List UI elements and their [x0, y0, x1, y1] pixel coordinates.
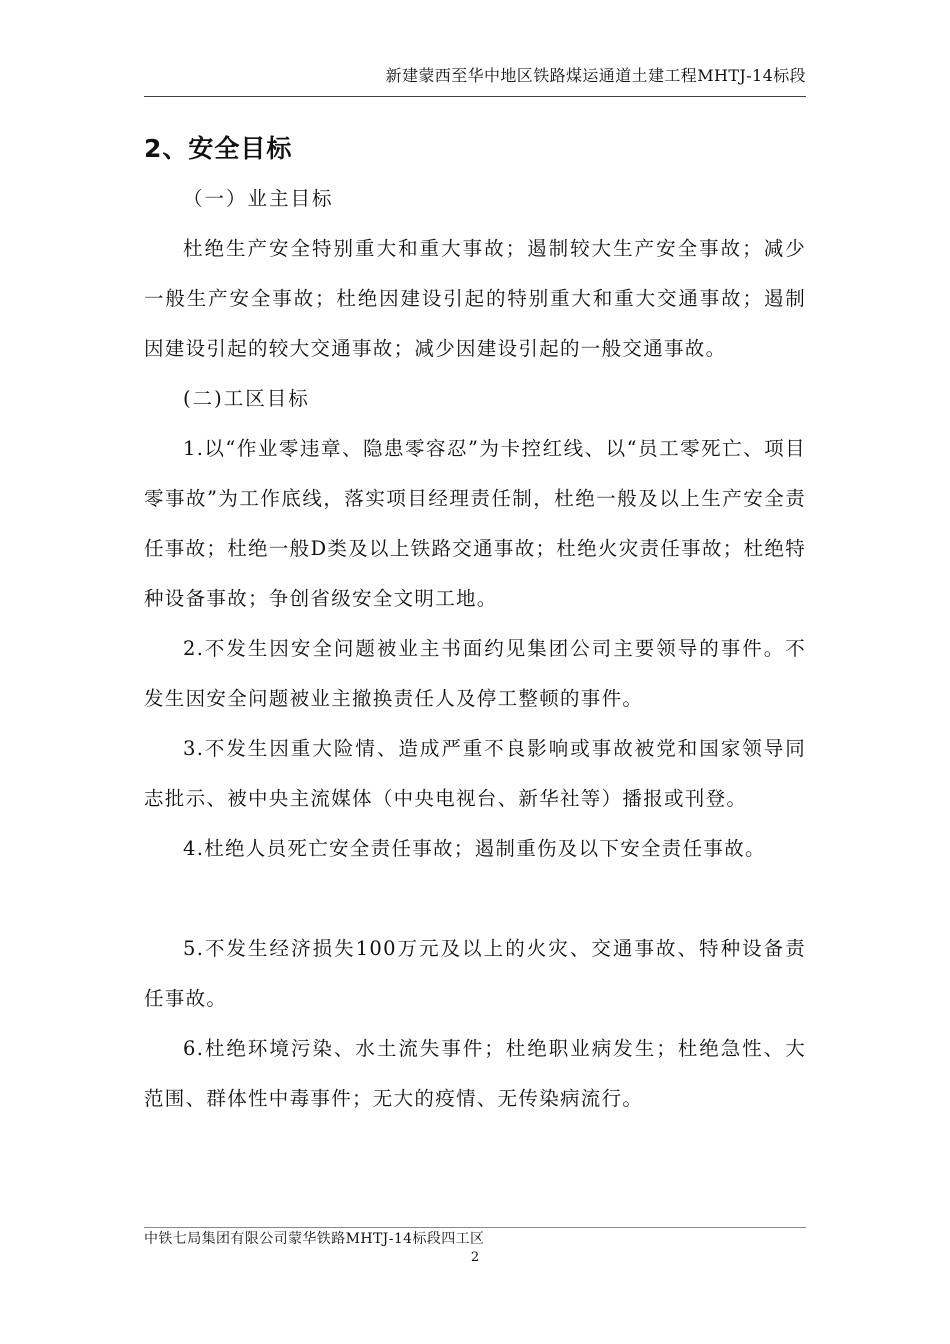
goal-item-6: 6.杜绝环境污染、水土流失事件；杜绝职业病发生；杜绝急性、大范围、群体性中毒事件；无大的疫情、无传染病流行。 — [144, 1037, 806, 1110]
goal-item-1: 1.以“作业零违章、隐患零容忍”为卡控红线、以“员工零死亡、项目零事故”为工作底线，落实项目经理责任制，杜绝一般及以上生产安全责任事故；杜绝一般D类及以上铁路交通事故；杜绝火灾责任事故；杜绝特种设备事故；争创省级安全文明工地。 — [144, 437, 806, 610]
goal-item-2: 2.不发生因安全问题被业主书面约见集团公司主要领导的事件。不发生因安全问题被业主撤换责任人及停工整顿的事件。 — [144, 637, 806, 710]
footer-divider — [144, 1227, 806, 1228]
goal-item-5: 5.不发生经济损失100万元及以上的火灾、交通事故、特种设备责任事故。 — [144, 937, 806, 1010]
owner-goals-title: （一）业主目标 — [183, 187, 334, 210]
page-number: 2 — [470, 1250, 480, 1265]
document-body — [144, 174, 806, 1124]
header-divider — [144, 96, 806, 97]
section-heading: 2、安全目标 — [144, 134, 293, 163]
goal-item-4: 4.杜绝人员死亡安全责任事故；遏制重伤及以下安全责任事故。 — [183, 837, 766, 860]
page-header: 新建蒙西至华中地区铁路煤运通道土建工程MHTJ-14标段 — [385, 66, 806, 85]
goal-item-3: 3.不发生因重大险情、造成严重不良影响或事故被党和国家领导同志批示、被中央主流媒体（中央电视台、新华社等）播报或刊登。 — [144, 737, 806, 810]
owner-goals-paragraph: 杜绝生产安全特别重大和重大事故；遏制较大生产安全事故；减少一般生产安全事故；杜绝因建设引起的特别重大和重大交通事故；遏制因建设引起的较大交通事故；减少因建设引起的一般交通事故。 — [144, 237, 806, 360]
page-footer: 中铁七局集团有限公司蒙华铁路MHTJ-14标段四工区 — [144, 1231, 485, 1247]
blank-line — [144, 874, 806, 924]
work-area-goals-title: (二)工区目标 — [183, 387, 310, 410]
